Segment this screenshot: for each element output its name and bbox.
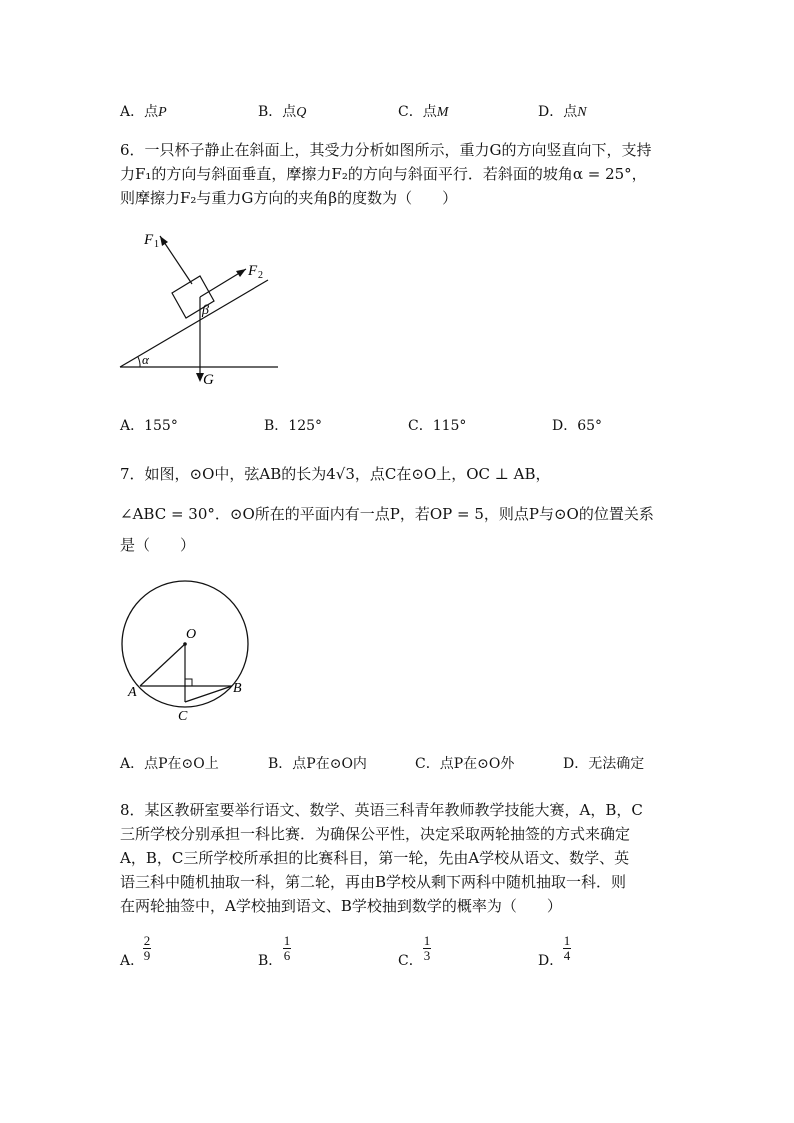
f1-subscript: 1 — [154, 239, 159, 250]
q5-option-d-var: N — [577, 105, 587, 120]
q6-option-d[interactable]: D．65° — [552, 418, 603, 434]
q8-text-line3: A，B，C三所学校所承担的比赛科目，第一轮，先由A学校从语文、数学、英 — [120, 849, 630, 867]
q5-option-c-label: C．点 — [398, 104, 437, 120]
q7-text-line3: 是（ ） — [120, 536, 196, 554]
q5-option-d-label: D．点 — [538, 104, 578, 120]
label-b: B — [233, 681, 242, 696]
q8-option-d-numerator: 1 — [563, 933, 571, 948]
q6-text-line2: 力F₁的方向与斜面垂直，摩擦力F₂的方向与斜面平行．若斜面的坡角α = 25°， — [120, 165, 647, 183]
q8-option-b-fraction — [283, 935, 291, 962]
q7-circle-figure — [112, 570, 262, 730]
q8-option-a-fraction — [143, 935, 151, 962]
q8-option-b-numerator: 1 — [283, 933, 291, 948]
q8-option-c-letter[interactable]: C． — [398, 953, 423, 969]
q8-option-b-letter[interactable]: B． — [258, 953, 283, 969]
segment-oa — [140, 644, 185, 686]
q5-option-b-var: Q — [296, 105, 307, 120]
q8-option-c-numerator: 1 — [423, 933, 431, 948]
q5-option-d[interactable] — [538, 101, 587, 121]
q7-option-b[interactable]: B．点P在⊙O内 — [268, 756, 367, 772]
q5-option-c-var: M — [436, 105, 449, 120]
f2-arrowhead — [236, 269, 246, 277]
label-c: C — [178, 709, 188, 724]
g-label: G — [203, 372, 214, 388]
q7-option-d[interactable]: D．无法确定 — [563, 756, 645, 772]
q8-option-a-numerator: 2 — [143, 933, 151, 948]
segment-cb — [185, 686, 232, 702]
q5-option-a-label: A．点 — [120, 104, 159, 120]
q8-text-line1: 8．某区教研室要举行语文、数学、英语三科青年教师教学技能大赛，A，B，C — [120, 801, 643, 819]
q8-text-line2: 三所学校分别承担一科比赛．为确保公平性，决定采取两轮抽签的方式来确定 — [120, 825, 631, 843]
f2-label: F — [248, 263, 258, 279]
q8-option-a-denominator: 9 — [143, 948, 151, 963]
q5-option-a-var: P — [158, 105, 167, 120]
q8-option-a-letter[interactable]: A． — [120, 953, 145, 969]
label-o: O — [186, 627, 197, 642]
q5-option-c[interactable] — [398, 101, 448, 121]
f2-subscript: 2 — [258, 270, 263, 281]
q7-text-line1: 7．如图，⊙O中，弦AB的长为4√3，点C在⊙O上，OC ⊥ AB， — [120, 465, 551, 483]
beta-label: β — [202, 303, 209, 318]
q8-text-line4: 语三科中随机抽取一科，第二轮，再由B学校从剩下两科中随机抽取一科．则 — [120, 873, 627, 891]
q6-text-line1: 6．一只杯子静止在斜面上，其受力分析如图所示，重力G的方向竖直向下，支持 — [120, 141, 652, 159]
q5-option-a[interactable] — [120, 101, 167, 121]
q6-option-a[interactable]: A．155° — [120, 418, 178, 434]
q6-option-b[interactable]: B．125° — [264, 418, 323, 434]
q8-option-d-fraction — [563, 935, 571, 962]
q5-option-b-label: B．点 — [258, 104, 297, 120]
q6-incline-figure — [110, 222, 290, 392]
q8-text-line5: 在两轮抽签中，A学校抽到语文、B学校抽到数学的概率为（ ） — [120, 897, 562, 915]
q6-text-line3: 则摩擦力F₂与重力G方向的夹角β的度数为（ ） — [120, 189, 458, 207]
label-a: A — [128, 685, 137, 700]
q5-option-b[interactable] — [258, 101, 306, 121]
right-angle-mark — [185, 679, 192, 686]
alpha-label: α — [142, 352, 149, 367]
q8-option-b-denominator: 6 — [283, 948, 291, 963]
q8-option-d-letter[interactable]: D． — [538, 953, 564, 969]
q8-option-d-denominator: 4 — [563, 948, 571, 963]
f1-label: F — [144, 232, 154, 248]
f1-arrowhead — [160, 236, 168, 246]
q7-option-a[interactable]: A．点P在⊙O上 — [120, 756, 219, 772]
q8-option-c-fraction — [423, 935, 431, 962]
q6-option-c[interactable]: C．115° — [408, 418, 467, 434]
q8-option-c-denominator: 3 — [423, 948, 431, 963]
q7-text-line2: ∠ABC = 30°．⊙O所在的平面内有一点P，若OP = 5，则点P与⊙O的位置关系 — [120, 505, 654, 523]
alpha-arc — [138, 357, 140, 367]
center-dot — [183, 642, 187, 646]
q7-option-c[interactable]: C．点P在⊙O外 — [415, 756, 515, 772]
